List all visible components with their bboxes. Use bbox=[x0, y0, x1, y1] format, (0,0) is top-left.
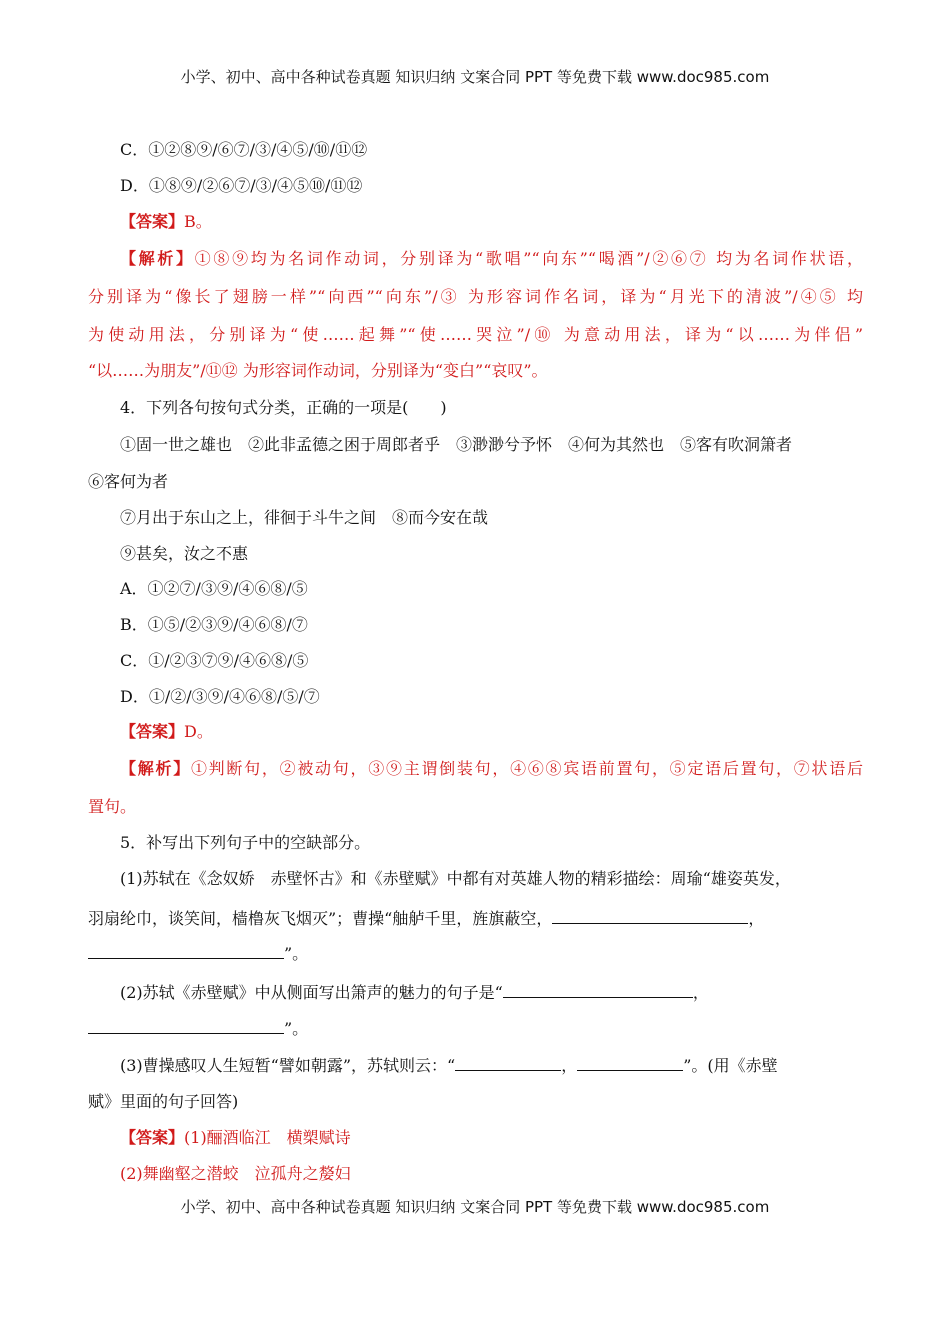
q5-p1-line-1: (1)苏轼在《念奴娇 赤壁怀古》和《赤壁赋》中都有对英雄人物的精彩描绘：周瑜“雄姿英发， bbox=[120, 869, 791, 888]
q5-p1-text: 羽扇纶巾，谈笑间，樯橹灰飞烟灭”；曹操“舳舻千里，旌旗蔽空， bbox=[88, 909, 553, 928]
q3-option-d: D．①⑧⑨/②⑥⑦/③/④⑤⑩/⑪⑫ bbox=[120, 176, 363, 195]
q4-items-line-1: ①固一世之雄也 ②此非孟德之困于周郎者乎 ③渺渺兮予怀 ④何为其然也 ⑤客有吹洞箫者 bbox=[120, 435, 793, 454]
analysis-text: ①⑧⑨均为名词作动词，分别译为“歌唱”“向东”“喝酒”/②⑥⑦ 均为名词作状语， bbox=[194, 249, 863, 268]
q3-analysis-line-2: 分别译为“像长了翅膀一样”“向西”“向东”/③ 为形容词作名词，译为“月光下的清波”/④⑤ 均 bbox=[88, 287, 863, 306]
q4-option-b: B．①⑤/②③⑨/④⑥⑧/⑦ bbox=[120, 615, 308, 634]
q5-p3-text: (3)曹操感叹人生短暂“譬如朝露”，苏轼则云：“ bbox=[120, 1056, 456, 1075]
q3-analysis-line-3: 为使动用法，分别译为“使……起舞”“使……哭泣”/⑩ 为意动用法，译为“以……为伴侣” bbox=[88, 325, 863, 344]
q4-stem: 4．下列各句按句式分类，正确的一项是( ) bbox=[120, 398, 447, 417]
analysis-tag: 【解析】 bbox=[120, 759, 191, 778]
fill-blank[interactable] bbox=[577, 1054, 683, 1071]
fill-blank[interactable] bbox=[552, 907, 748, 924]
q5-p2-text: (2)苏轼《赤壁赋》中从侧面写出箫声的魅力的句子是“ bbox=[120, 983, 503, 1002]
fill-blank[interactable] bbox=[503, 981, 693, 998]
page-footer: 小学、初中、高中各种试卷真题 知识归纳 文案合同 PPT 等免费下载 www.doc985.com bbox=[180, 1198, 770, 1216]
q5-p2-line-2 bbox=[88, 1017, 863, 1039]
answer-value: B。 bbox=[184, 212, 212, 231]
q3-analysis-line-4: “以……为朋友”/⑪⑫ 为形容词作动词，分别译为“变白”“哀叹”。 bbox=[88, 361, 548, 380]
answer-value: (1)酾酒临江 横槊赋诗 bbox=[184, 1128, 351, 1147]
q5-p3-line-1 bbox=[120, 1054, 863, 1076]
q5-p1-line-3 bbox=[88, 942, 863, 964]
q4-option-a: A．①②⑦/③⑨/④⑥⑧/⑤ bbox=[120, 579, 308, 598]
q5-p1-line-2 bbox=[88, 907, 863, 929]
q5-p2-end: ”。 bbox=[284, 1019, 309, 1038]
q3-answer bbox=[120, 212, 863, 232]
q5-p1-comma: ， bbox=[748, 909, 765, 928]
q5-p2-comma: ， bbox=[692, 983, 709, 1002]
q4-option-c: C．①/②③⑦⑨/④⑥⑧/⑤ bbox=[120, 651, 309, 670]
q5-p1-end: ”。 bbox=[284, 944, 309, 963]
q5-p3-text-end: ”。(用《赤壁 bbox=[683, 1056, 778, 1075]
answer-tag: 【答案】 bbox=[120, 212, 185, 231]
answer-value: D。 bbox=[184, 722, 213, 741]
q5-p3-line-2: 赋》里面的句子回答) bbox=[88, 1092, 239, 1111]
q5-answer-line-1 bbox=[120, 1128, 863, 1148]
analysis-text: ①判断句，②被动句，③⑨主谓倒装句，④⑥⑧宾语前置句，⑤定语后置句，⑦状语后 bbox=[190, 759, 863, 778]
q5-answer-line-2: (2)舞幽壑之潜蛟 泣孤舟之嫠妇 bbox=[120, 1164, 351, 1183]
q5-stem: 5．补写出下列句子中的空缺部分。 bbox=[120, 833, 371, 852]
q3-analysis-line-1 bbox=[120, 249, 863, 269]
analysis-tag: 【解析】 bbox=[120, 249, 195, 268]
q4-items-line-2: ⑥客何为者 bbox=[88, 472, 169, 491]
page-header: 小学、初中、高中各种试卷真题 知识归纳 文案合同 PPT 等免费下载 www.doc985.com bbox=[180, 68, 770, 86]
fill-blank[interactable] bbox=[455, 1054, 561, 1071]
q5-p3-comma: ， bbox=[561, 1056, 578, 1075]
q4-analysis-line-1 bbox=[120, 759, 863, 779]
q4-answer bbox=[120, 722, 863, 742]
answer-tag: 【答案】 bbox=[120, 722, 185, 741]
fill-blank[interactable] bbox=[88, 942, 284, 959]
q4-items-line-4: ⑨甚矣，汝之不惠 bbox=[120, 544, 249, 563]
fill-blank[interactable] bbox=[88, 1017, 284, 1034]
q5-p2-line-1 bbox=[120, 981, 863, 1003]
q4-option-d: D．①/②/③⑨/④⑥⑧/⑤/⑦ bbox=[120, 687, 320, 706]
q4-items-line-3: ⑦月出于东山之上，徘徊于斗牛之间 ⑧而今安在哉 bbox=[120, 508, 489, 527]
answer-tag: 【答案】 bbox=[120, 1128, 185, 1147]
q3-option-c: C．①②⑧⑨/⑥⑦/③/④⑤/⑩/⑪⑫ bbox=[120, 140, 368, 159]
q4-analysis-line-2: 置句。 bbox=[88, 797, 137, 816]
